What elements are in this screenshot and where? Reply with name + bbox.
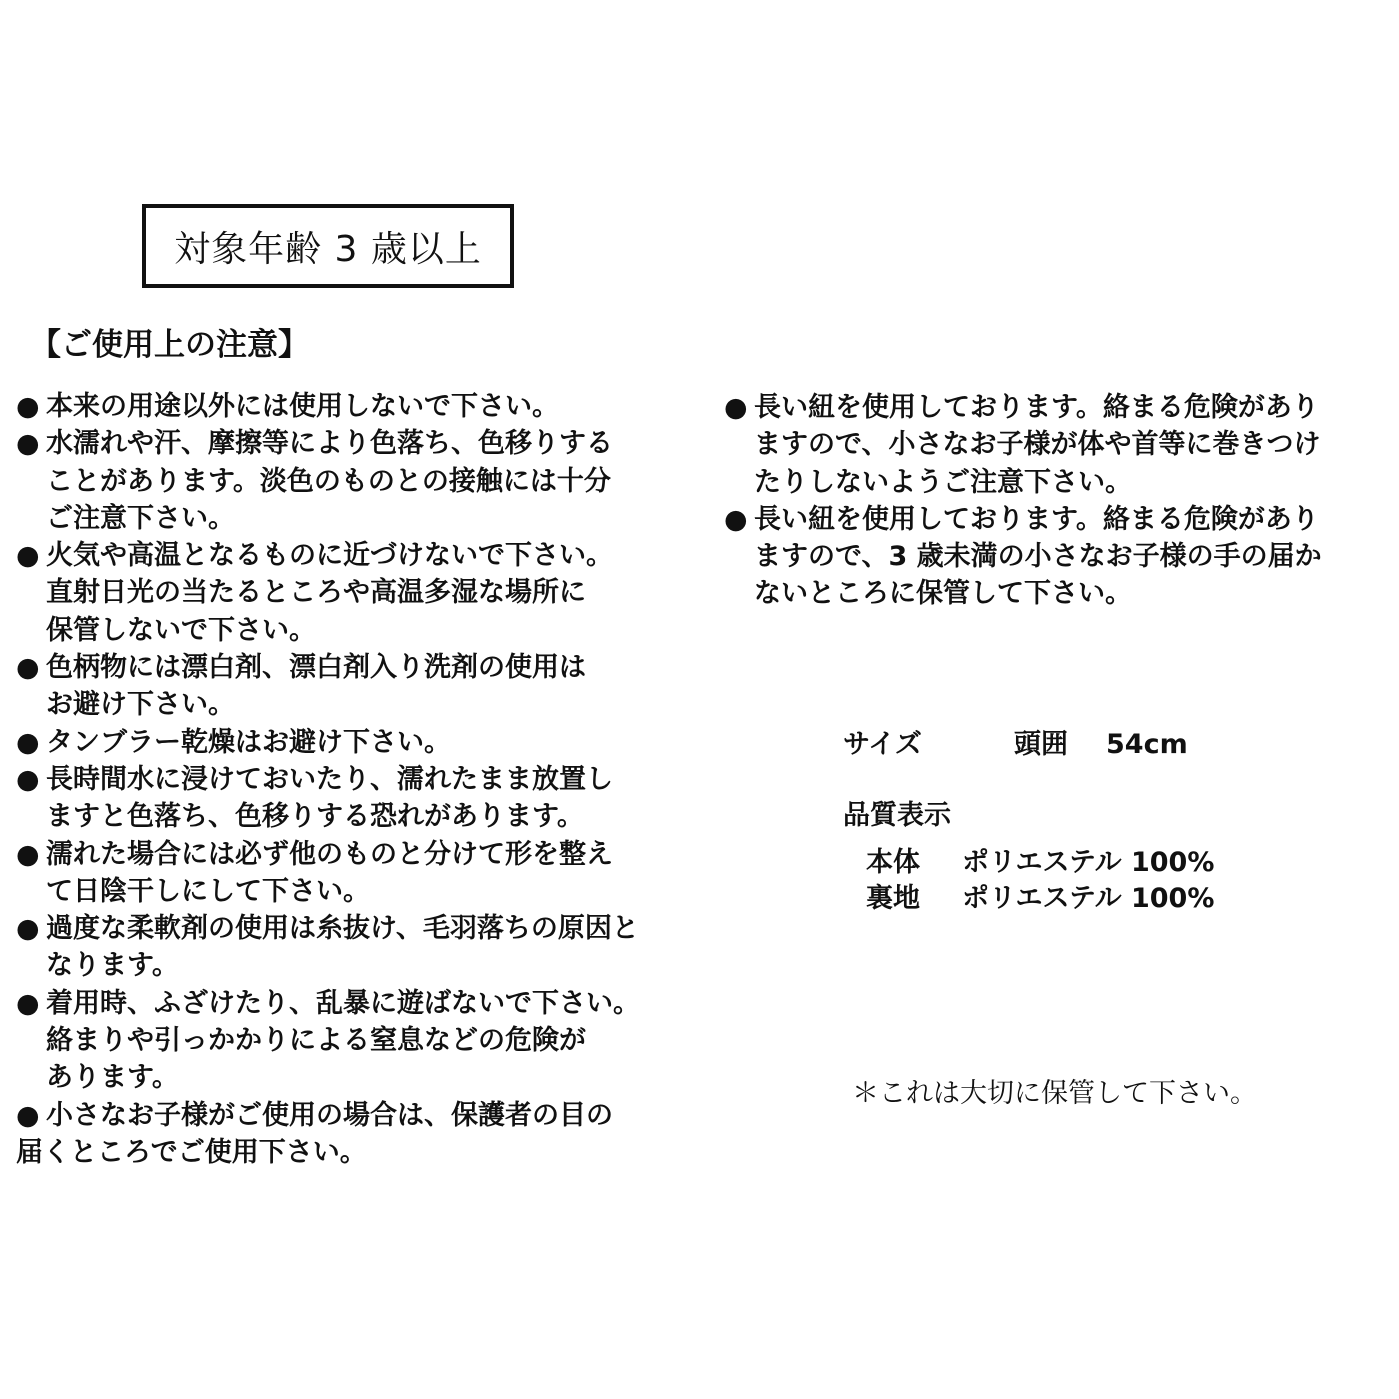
- precaution-line: 長時間水に浸けておいたり、濡れたまま放置し: [46, 763, 613, 795]
- precaution-line: 絡まりや引っかかりによる窒息などの危険が: [46, 1025, 586, 1057]
- precaution-line: あります。: [46, 1062, 179, 1094]
- precaution-line: タンブラー乾燥はお避け下さい。: [46, 726, 451, 758]
- bullet-icon: ●: [16, 726, 40, 758]
- bullet-icon: ●: [16, 913, 40, 945]
- precaution-item: [16, 724, 706, 761]
- precaution-line: て日陰干しにして下さい。: [46, 875, 370, 907]
- bullet-icon: ●: [16, 1099, 40, 1131]
- size-part: 頭囲: [1014, 729, 1068, 760]
- precaution-line: ご注意下さい。: [46, 502, 235, 534]
- precaution-line: 長い紐を使用しております。絡まる危険があり: [754, 503, 1319, 535]
- precaution-item: [16, 388, 706, 425]
- precaution-line: 濡れた場合には必ず他のものと分けて形を整え: [46, 838, 613, 870]
- precaution-line: たりしないようご注意下さい。: [754, 466, 1132, 498]
- precaution-line: 着用時、ふざけたり、乱暴に遊ばないで下さい。: [46, 987, 640, 1019]
- precautions-list-left: [16, 388, 706, 1171]
- age-notice-box: [142, 204, 514, 288]
- quality-part: 本体: [866, 847, 920, 878]
- bullet-icon: ●: [16, 428, 40, 460]
- precaution-line: なります。: [46, 950, 179, 982]
- precaution-line: ますと色落ち、色移りする恐れがあります。: [46, 801, 584, 833]
- footnote: ＊これは大切に保管して下さい。: [852, 1078, 1257, 1109]
- bullet-icon: ●: [724, 503, 748, 535]
- precaution-line: ことがあります。淡色のものとの接触には十分: [46, 465, 611, 497]
- precaution-line: 色柄物には漂白剤、漂白剤入り洗剤の使用は: [46, 652, 586, 684]
- bullet-icon: ●: [16, 652, 40, 684]
- precaution-item: [724, 501, 1389, 613]
- precaution-item: [16, 425, 706, 537]
- size-value: 54cm: [1106, 729, 1188, 760]
- precaution-line: お避け下さい。: [46, 689, 235, 721]
- precaution-line: 直射日光の当たるところや高温多湿な場所に: [46, 577, 586, 609]
- bullet-icon: ●: [16, 987, 40, 1019]
- bullet-icon: ●: [16, 763, 40, 795]
- precaution-item: [16, 537, 706, 649]
- precaution-line: 本来の用途以外には使用しないで下さい。: [46, 391, 559, 422]
- bullet-icon: ●: [16, 540, 40, 572]
- precaution-line: 水濡れや汗、摩擦等により色落ち、色移りする: [46, 428, 613, 460]
- precaution-line: ますので、3 歳未満の小さなお子様の手の届か: [754, 541, 1322, 573]
- precaution-line: ますので、小さなお子様が体や首等に巻きつけ: [754, 429, 1321, 461]
- precaution-item: [724, 389, 1389, 501]
- size-label: サイズ: [843, 729, 922, 760]
- bullet-icon: ●: [16, 838, 40, 870]
- precaution-line: 長い紐を使用しております。絡まる危険があり: [754, 392, 1319, 423]
- quality-part: 裏地: [866, 883, 920, 914]
- precaution-item: [16, 910, 706, 985]
- precaution-item: [16, 985, 706, 1097]
- quality-label: 品質表示: [843, 800, 951, 831]
- precautions-heading: 【ご使用上の注意】: [30, 327, 309, 363]
- precaution-line: 届くところでご使用下さい。: [16, 1136, 367, 1168]
- precaution-item: [16, 761, 706, 836]
- precaution-line: ないところに保管して下さい。: [754, 578, 1132, 610]
- precaution-item: [16, 836, 706, 911]
- precaution-item: [16, 1097, 706, 1172]
- bullet-icon: ●: [724, 392, 748, 423]
- precaution-line: 保管しないで下さい。: [46, 614, 316, 646]
- precaution-line: 火気や高温となるものに近づけないで下さい。: [46, 540, 613, 572]
- quality-material: ポリエステル 100%: [962, 847, 1215, 878]
- precaution-item: [16, 649, 706, 724]
- precaution-line: 過度な柔軟剤の使用は糸抜け、毛羽落ちの原因と: [46, 913, 639, 945]
- precaution-line: 小さなお子様がご使用の場合は、保護者の目の: [46, 1099, 613, 1131]
- precautions-list-right: [724, 389, 1389, 613]
- age-notice: 対象年齢 3 歳以上: [174, 228, 482, 270]
- bullet-icon: ●: [16, 391, 40, 422]
- quality-material: ポリエステル 100%: [962, 883, 1215, 914]
